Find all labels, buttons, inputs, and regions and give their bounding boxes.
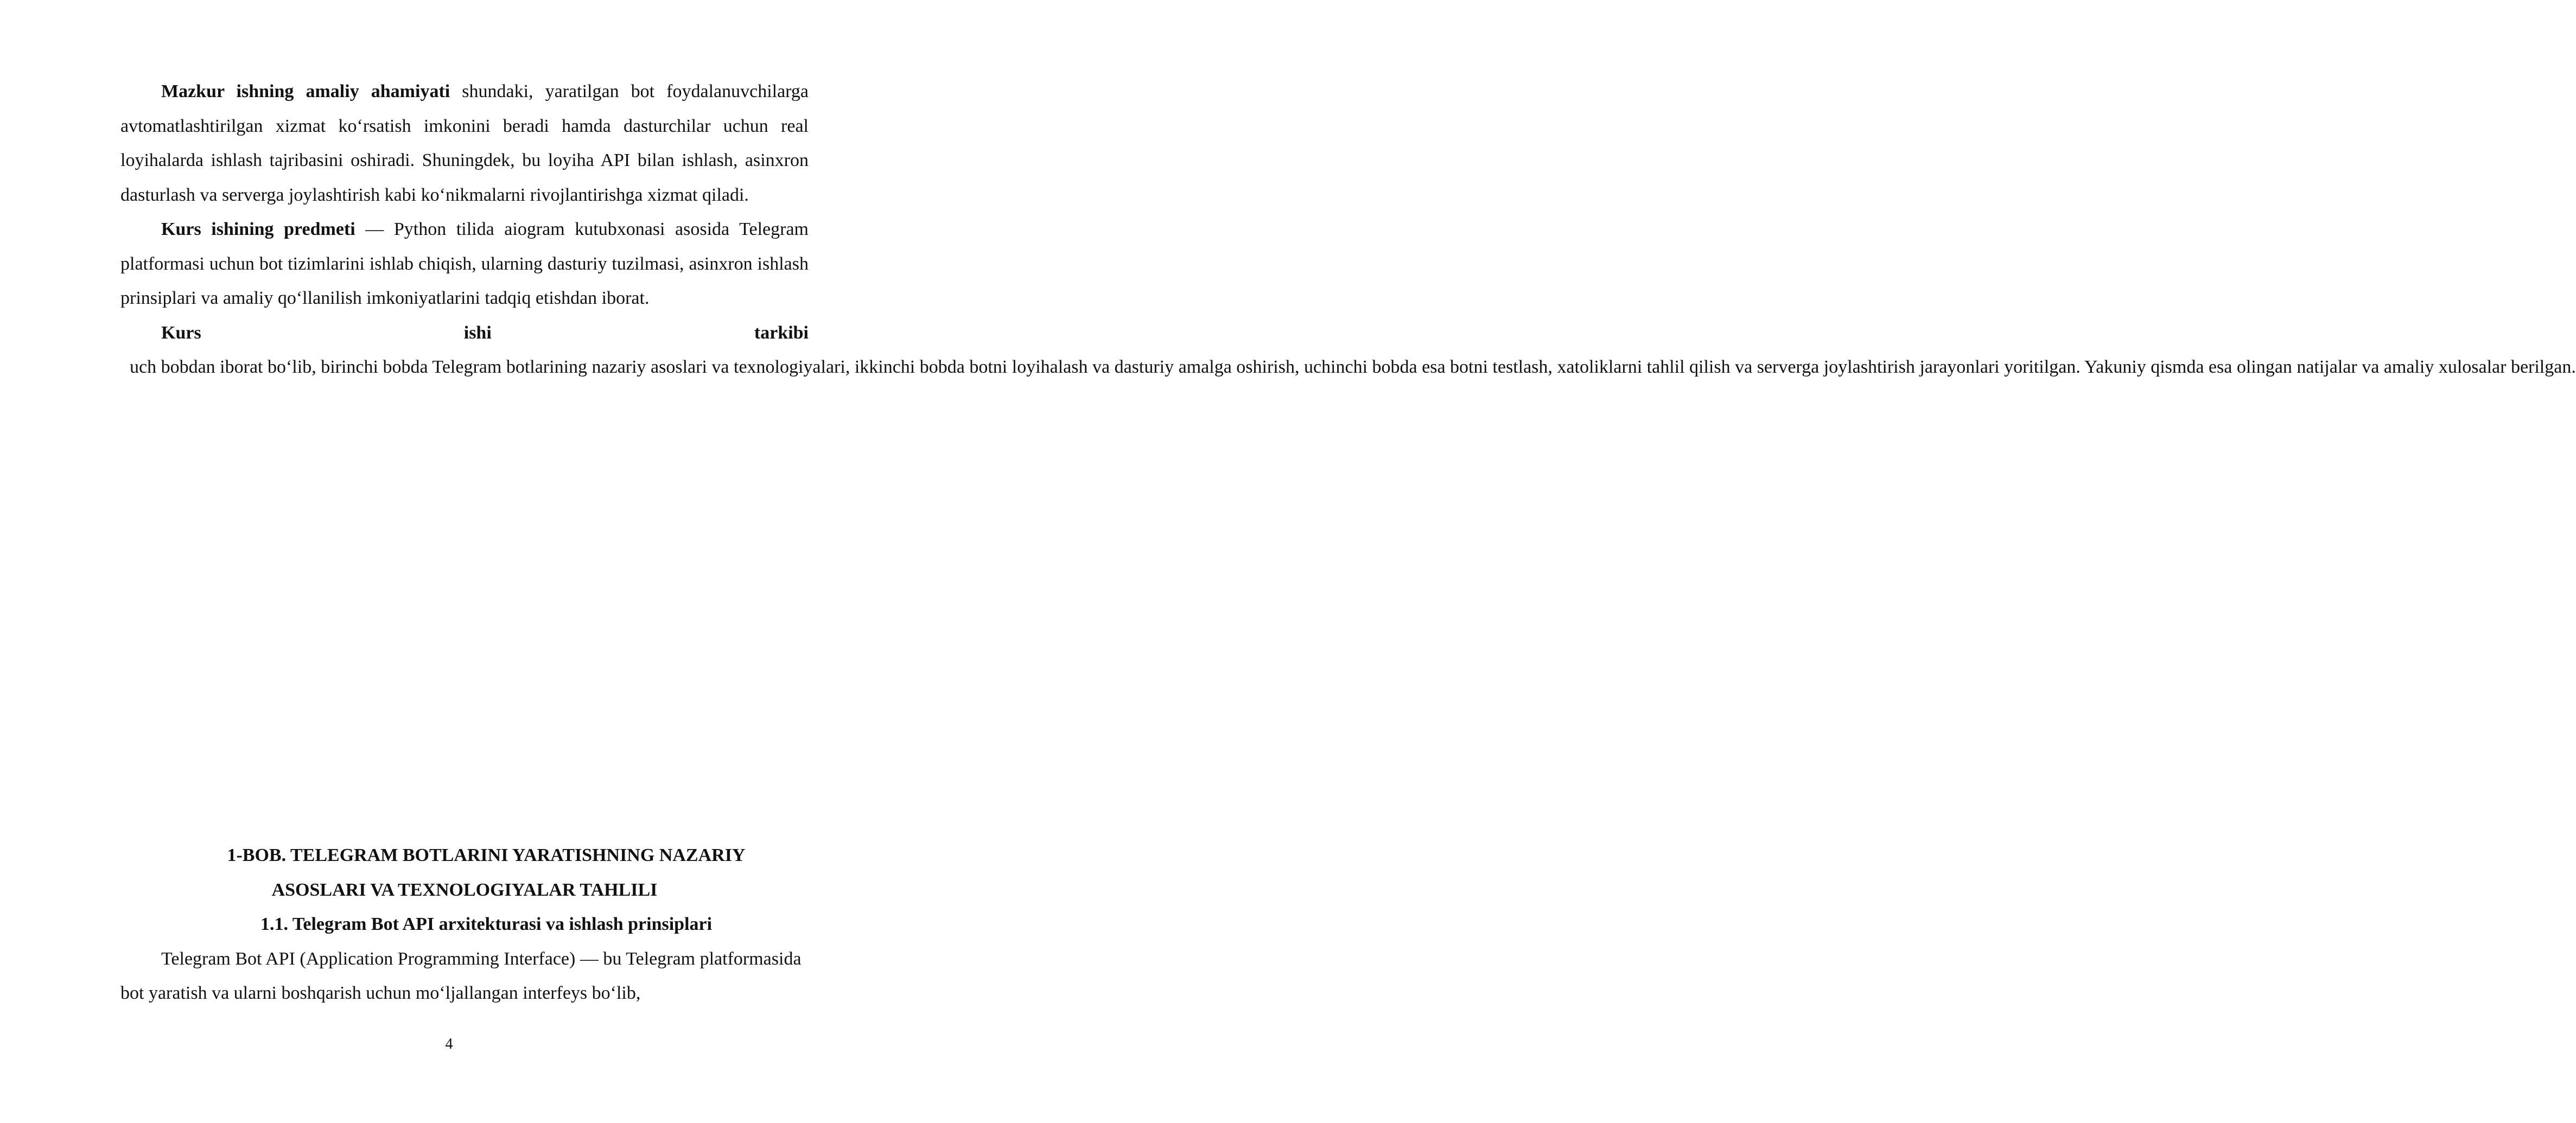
chapter-title (120, 838, 809, 907)
section-title: 1.1. Telegram Bot API arxitekturasi va ishlash prinsiplari (260, 914, 713, 934)
paragraph-subject (120, 212, 809, 316)
chapter-title-line-1: 1-BOB. TELEGRAM BOTLARINI YARATISHNING NAZARIY (227, 845, 746, 865)
paragraph-practical-significance (120, 74, 809, 212)
page-number: 4 (445, 1036, 453, 1052)
paragraph-bot-api: Telegram Bot API (Application Programming Interface) — bu Telegram platformasida bot yaratish va ularni boshqarish uchun mo‘ljallangan interfeys bo‘lib, (120, 948, 802, 1003)
paragraph-text: uch bobdan iborat bo‘lib, birinchi bobda Telegram botlarining nazariy asoslari va texnologiyalari, ikkinchi bobda botni loyihalash va dasturiy amalga oshirish, uchinchi bobda esa botni testlash, xatoliklarni tahlil qilish va serverga joylashtirish jarayonlari yoritilgan. Yakuniy qismda esa olingan natijalar va amaliy xulosalar berilgan. (120, 357, 2576, 377)
paragraph-lead: Kurs ishining predmeti (161, 219, 355, 239)
paragraph-lead: Kurs ishi tarkibi (161, 322, 809, 343)
paragraph-lead: Mazkur ishning amaliy ahamiyati (161, 81, 450, 101)
paragraph-structure (120, 316, 2576, 385)
intro-section (120, 74, 2576, 385)
paragraph-text: — Python tilida aiogram kutubxonasi asosida Telegram platformasi uchun bot tizimlarini ishlab chiqish, ularning dasturiy tuzilmasi, asinxron ishlash prinsiplari va amaliy qo‘llanilish imkoniyatlarini tadqiq etishdan iborat. (120, 219, 809, 308)
paragraph-text: shundaki, yaratilgan bot foydalanuvchilarga avtomatlashtirilgan xizmat ko‘rsatish imkonini beradi hamda dasturchilar uchun real loyihalarda ishlash tajribasini oshiradi. Shuningdek, bu loyiha API bilan ishlash, asinxron dasturlash va serverga joylashtirish kabi ko‘nikmalarni rivojlantirishga xizmat qiladi. (120, 81, 809, 205)
chapter-section (120, 838, 809, 1011)
chapter-title-line-2: ASOSLARI VA TEXNOLOGIYALAR TAHLILI (271, 879, 658, 900)
